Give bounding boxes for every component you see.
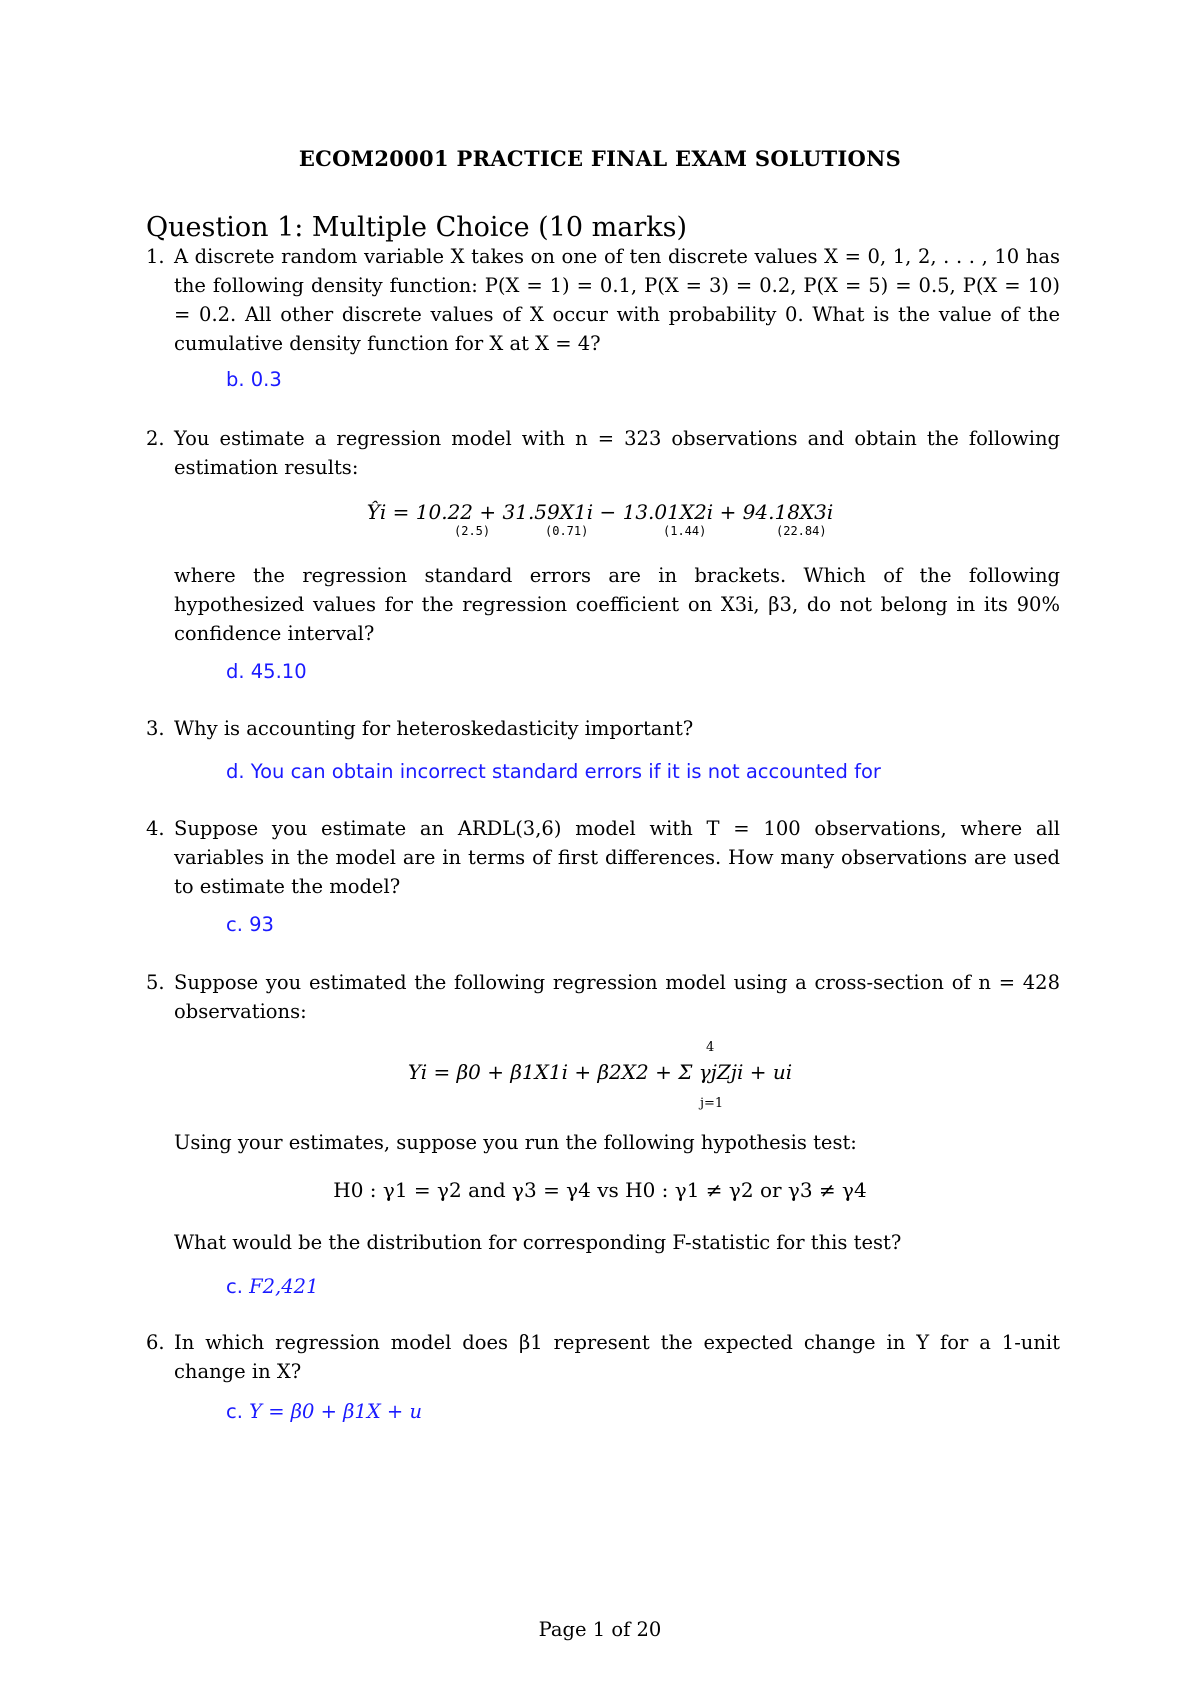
model-equation: Yi = β0 + β1X1i + β2X2 + Σ γjZji + ui — [407, 1060, 793, 1084]
std-error-1: (2.5) — [454, 524, 491, 538]
question-text: Using your estimates, suppose you run the following hypothesis test: — [174, 1131, 857, 1154]
answer-label: c. — [226, 1275, 243, 1298]
std-error-3: (1.44) — [663, 524, 707, 538]
question-number: 4. — [146, 817, 165, 840]
answer-4: c. 93 — [226, 913, 274, 936]
answer-1: b. 0.3 — [226, 368, 282, 391]
answer-6 — [226, 1400, 422, 1423]
hypothesis-test: H0 : γ1 = γ2 and γ3 = γ4 vs H0 : γ1 ≠ γ2 or γ3 ≠ γ4 — [333, 1178, 867, 1202]
question-6 — [146, 1328, 1060, 1386]
question-5 — [146, 968, 1060, 1026]
question-number: 6. — [146, 1331, 165, 1354]
question-text: A discrete random variable X takes on one of ten discrete values X = 0, 1, 2, . . . , 10 has the following density function: P(X = 1) = 0.1, P(X = 3) = 0.2, P(X = 5) = 0.5, P(X = 10) = 0.2. All other discrete values of X occur with probability 0. What is the value of the cumulative density function for X at X = 4? — [174, 245, 1060, 355]
answer-3: d. You can obtain incorrect standard errors if it is not accounted for — [226, 760, 881, 783]
answer-2: d. 45.10 — [226, 660, 307, 683]
question-number: 1. — [146, 245, 165, 268]
answer-5 — [226, 1275, 318, 1298]
question-number: 3. — [146, 717, 165, 740]
question-2-continued — [174, 561, 1060, 648]
sum-lower-limit: j=1 — [700, 1096, 724, 1111]
question-text: Suppose you estimated the following regression model using a cross-section of n = 428 observations: — [174, 971, 1060, 1023]
answer-value: Y = β0 + β1X + u — [249, 1400, 423, 1423]
std-error-4: (22.84) — [776, 524, 827, 538]
question-text: Why is accounting for heteroskedasticity important? — [174, 717, 694, 740]
regression-equation: Ŷi = 10.22 + 31.59X1i − 13.01X2i + 94.18X3i — [366, 500, 834, 524]
question-3 — [146, 714, 1060, 743]
page-footer: Page 1 of 20 — [538, 1618, 662, 1641]
question-number: 5. — [146, 971, 165, 994]
answer-label: c. — [226, 1400, 243, 1423]
sum-upper-limit: 4 — [706, 1040, 715, 1055]
std-error-2: (0.71) — [545, 524, 589, 538]
question-text: Suppose you estimate an ARDL(3,6) model with T = 100 observations, where all variables in the model are in terms of first differences. How many observations are used to estimate the model? — [174, 817, 1060, 898]
document-title: ECOM20001 PRACTICE FINAL EXAM SOLUTIONS — [298, 146, 902, 171]
question-number: 2. — [146, 427, 165, 450]
question-5-continued-2 — [174, 1228, 1060, 1257]
question-2 — [146, 424, 1060, 482]
question-text: What would be the distribution for corresponding F-statistic for this test? — [174, 1231, 902, 1254]
question-5-continued — [174, 1128, 1060, 1157]
question-text: where the regression standard errors are in brackets. Which of the following hypothesized values for the regression coefficient on X3i, β3, do not belong in its 90% confidence interval? — [174, 564, 1060, 645]
answer-value: F2,421 — [249, 1275, 319, 1298]
section-title: Question 1: Multiple Choice (10 marks) — [146, 212, 688, 243]
question-1 — [146, 242, 1060, 358]
question-text: In which regression model does β1 represent the expected change in Y for a 1-unit change in X? — [174, 1331, 1060, 1383]
question-4 — [146, 814, 1060, 901]
question-text: You estimate a regression model with n = 323 observations and obtain the following estimation results: — [174, 427, 1060, 479]
